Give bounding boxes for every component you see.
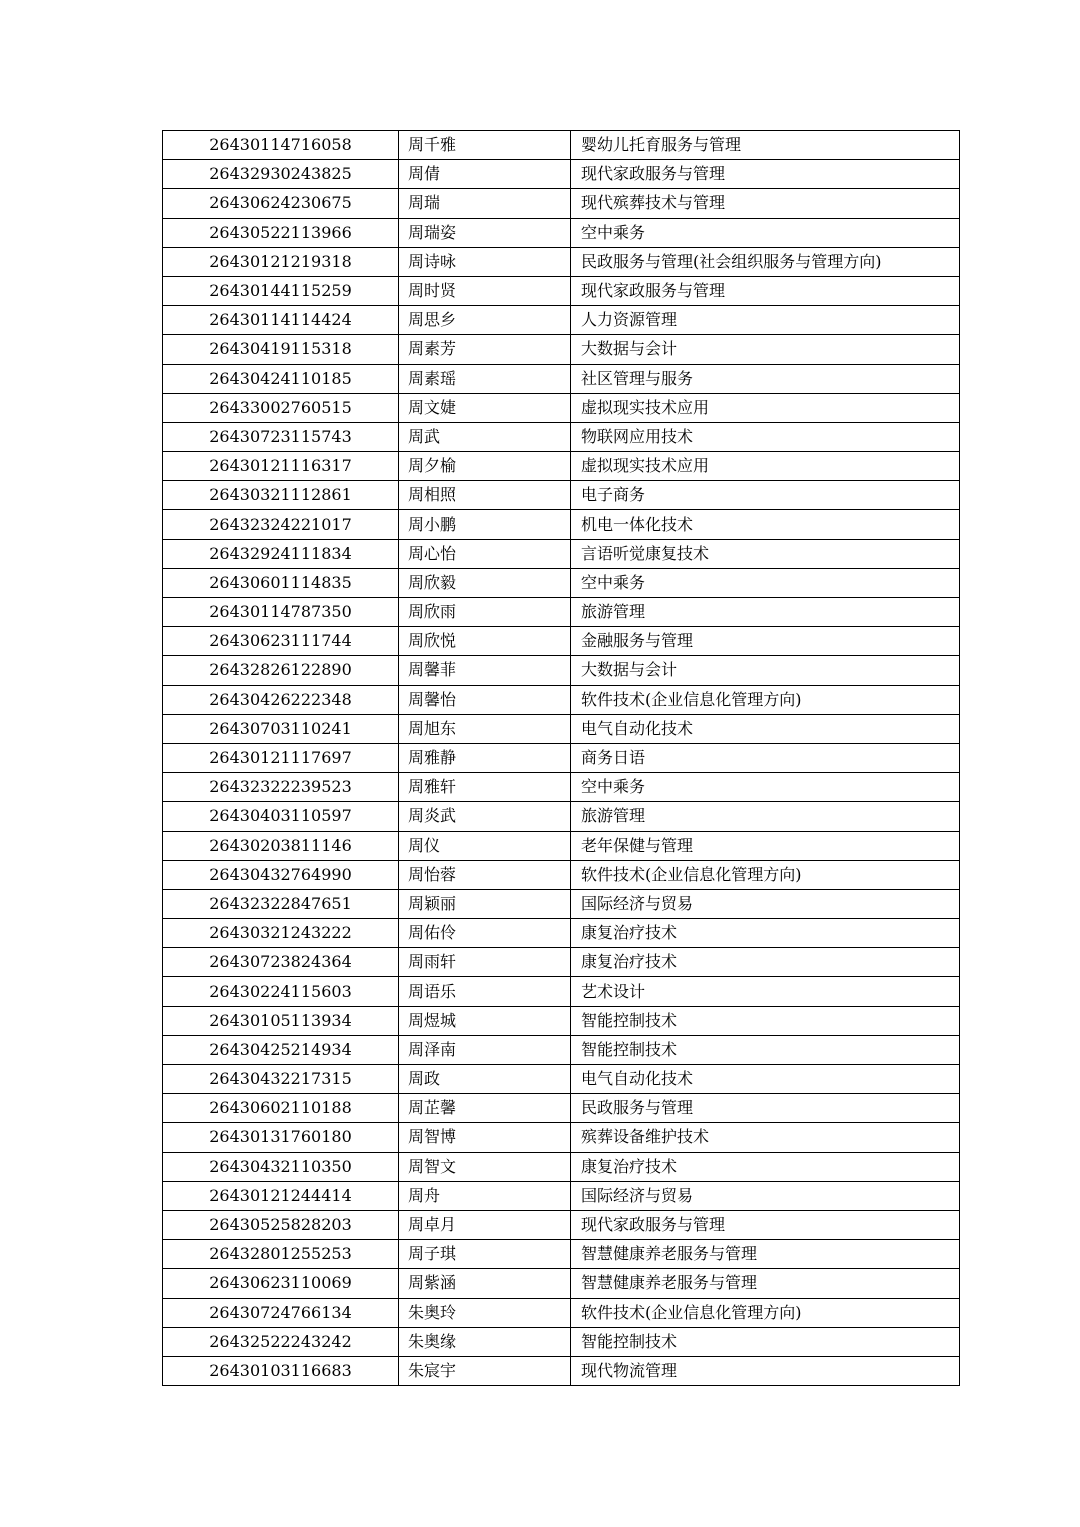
student-id-cell: 26430114716058 bbox=[163, 131, 399, 160]
student-name-cell: 周颖丽 bbox=[399, 889, 571, 918]
student-name-cell: 周卓月 bbox=[399, 1210, 571, 1239]
table-row bbox=[163, 422, 960, 451]
student-id-cell: 26430105113934 bbox=[163, 1006, 399, 1035]
table-row bbox=[163, 539, 960, 568]
major-cell: 民政服务与管理 bbox=[571, 1094, 960, 1123]
student-name-cell: 周雅静 bbox=[399, 743, 571, 772]
student-name-cell: 周诗咏 bbox=[399, 247, 571, 276]
student-name-cell: 周馨菲 bbox=[399, 656, 571, 685]
student-id-cell: 26430432217315 bbox=[163, 1065, 399, 1094]
major-cell: 现代家政服务与管理 bbox=[571, 1210, 960, 1239]
major-cell: 智能控制技术 bbox=[571, 1035, 960, 1064]
student-name-cell: 周煜城 bbox=[399, 1006, 571, 1035]
student-name-cell: 周武 bbox=[399, 422, 571, 451]
student-name-cell: 周千雅 bbox=[399, 131, 571, 160]
student-id-cell: 26430724766134 bbox=[163, 1298, 399, 1327]
major-cell: 商务日语 bbox=[571, 743, 960, 772]
table-row bbox=[163, 1327, 960, 1356]
table-row bbox=[163, 1094, 960, 1123]
major-cell: 现代物流管理 bbox=[571, 1356, 960, 1385]
student-name-cell: 周泽南 bbox=[399, 1035, 571, 1064]
major-cell: 电子商务 bbox=[571, 481, 960, 510]
table-row bbox=[163, 889, 960, 918]
major-cell: 艺术设计 bbox=[571, 977, 960, 1006]
table-row bbox=[163, 276, 960, 305]
major-cell: 智能控制技术 bbox=[571, 1006, 960, 1035]
document-page bbox=[162, 130, 960, 1386]
major-cell: 国际经济与贸易 bbox=[571, 1181, 960, 1210]
student-name-cell: 朱宸宇 bbox=[399, 1356, 571, 1385]
student-id-cell: 26432322239523 bbox=[163, 773, 399, 802]
student-name-cell: 周瑞姿 bbox=[399, 218, 571, 247]
major-cell: 空中乘务 bbox=[571, 568, 960, 597]
student-id-cell: 26430723115743 bbox=[163, 422, 399, 451]
student-id-cell: 26430424110185 bbox=[163, 364, 399, 393]
major-cell: 康复治疗技术 bbox=[571, 1152, 960, 1181]
student-name-cell: 周时贤 bbox=[399, 276, 571, 305]
table-row bbox=[163, 948, 960, 977]
student-id-cell: 26432924111834 bbox=[163, 539, 399, 568]
table-row bbox=[163, 802, 960, 831]
table-row bbox=[163, 1065, 960, 1094]
student-name-cell: 周芷馨 bbox=[399, 1094, 571, 1123]
student-id-cell: 26430623110069 bbox=[163, 1269, 399, 1298]
major-cell: 婴幼儿托育服务与管理 bbox=[571, 131, 960, 160]
table-row bbox=[163, 773, 960, 802]
student-id-cell: 26430131760180 bbox=[163, 1123, 399, 1152]
student-name-cell: 周素芳 bbox=[399, 335, 571, 364]
table-row bbox=[163, 306, 960, 335]
table-row bbox=[163, 393, 960, 422]
student-id-cell: 26430426222348 bbox=[163, 685, 399, 714]
student-id-cell: 26430121117697 bbox=[163, 743, 399, 772]
student-table-body bbox=[163, 131, 960, 1386]
student-id-cell: 26430203811146 bbox=[163, 831, 399, 860]
major-cell: 旅游管理 bbox=[571, 598, 960, 627]
student-name-cell: 周舟 bbox=[399, 1181, 571, 1210]
student-id-cell: 26430403110597 bbox=[163, 802, 399, 831]
student-name-cell: 周欣雨 bbox=[399, 598, 571, 627]
student-name-cell: 周小鹏 bbox=[399, 510, 571, 539]
student-name-cell: 周紫涵 bbox=[399, 1269, 571, 1298]
student-id-cell: 26430144115259 bbox=[163, 276, 399, 305]
major-cell: 物联网应用技术 bbox=[571, 422, 960, 451]
student-name-cell: 周语乐 bbox=[399, 977, 571, 1006]
student-name-cell: 周夕榆 bbox=[399, 452, 571, 481]
student-name-cell: 周思乡 bbox=[399, 306, 571, 335]
student-id-cell: 26430723824364 bbox=[163, 948, 399, 977]
major-cell: 软件技术(企业信息化管理方向) bbox=[571, 685, 960, 714]
student-name-cell: 周馨怡 bbox=[399, 685, 571, 714]
major-cell: 康复治疗技术 bbox=[571, 919, 960, 948]
table-row bbox=[163, 831, 960, 860]
student-name-cell: 周怡蓉 bbox=[399, 860, 571, 889]
student-id-cell: 26433002760515 bbox=[163, 393, 399, 422]
major-cell: 空中乘务 bbox=[571, 773, 960, 802]
major-cell: 智慧健康养老服务与管理 bbox=[571, 1240, 960, 1269]
table-row bbox=[163, 364, 960, 393]
student-id-cell: 26430321112861 bbox=[163, 481, 399, 510]
student-name-cell: 周倩 bbox=[399, 160, 571, 189]
student-name-cell: 周素瑶 bbox=[399, 364, 571, 393]
student-name-cell: 周智文 bbox=[399, 1152, 571, 1181]
major-cell: 老年保健与管理 bbox=[571, 831, 960, 860]
student-id-cell: 26430224115603 bbox=[163, 977, 399, 1006]
major-cell: 空中乘务 bbox=[571, 218, 960, 247]
major-cell: 社区管理与服务 bbox=[571, 364, 960, 393]
table-row bbox=[163, 452, 960, 481]
major-cell: 大数据与会计 bbox=[571, 656, 960, 685]
major-cell: 智能控制技术 bbox=[571, 1327, 960, 1356]
major-cell: 旅游管理 bbox=[571, 802, 960, 831]
table-row bbox=[163, 218, 960, 247]
student-id-cell: 26430624230675 bbox=[163, 189, 399, 218]
student-name-cell: 朱奥缘 bbox=[399, 1327, 571, 1356]
table-row bbox=[163, 568, 960, 597]
student-id-cell: 26432826122890 bbox=[163, 656, 399, 685]
major-cell: 康复治疗技术 bbox=[571, 948, 960, 977]
major-cell: 现代家政服务与管理 bbox=[571, 160, 960, 189]
major-cell: 电气自动化技术 bbox=[571, 1065, 960, 1094]
table-row bbox=[163, 160, 960, 189]
student-name-cell: 周雨轩 bbox=[399, 948, 571, 977]
table-row bbox=[163, 335, 960, 364]
table-row bbox=[163, 1269, 960, 1298]
student-table bbox=[162, 130, 960, 1386]
major-cell: 国际经济与贸易 bbox=[571, 889, 960, 918]
table-row bbox=[163, 627, 960, 656]
table-row bbox=[163, 919, 960, 948]
student-id-cell: 26430432110350 bbox=[163, 1152, 399, 1181]
student-id-cell: 26430114114424 bbox=[163, 306, 399, 335]
major-cell: 软件技术(企业信息化管理方向) bbox=[571, 860, 960, 889]
student-name-cell: 周政 bbox=[399, 1065, 571, 1094]
student-id-cell: 26430121219318 bbox=[163, 247, 399, 276]
student-name-cell: 周佑伶 bbox=[399, 919, 571, 948]
major-cell: 民政服务与管理(社会组织服务与管理方向) bbox=[571, 247, 960, 276]
table-row bbox=[163, 1181, 960, 1210]
student-id-cell: 26432930243825 bbox=[163, 160, 399, 189]
table-row bbox=[163, 1152, 960, 1181]
table-row bbox=[163, 685, 960, 714]
major-cell: 软件技术(企业信息化管理方向) bbox=[571, 1298, 960, 1327]
student-id-cell: 26430525828203 bbox=[163, 1210, 399, 1239]
major-cell: 虚拟现实技术应用 bbox=[571, 452, 960, 481]
student-id-cell: 26430121116317 bbox=[163, 452, 399, 481]
student-name-cell: 周心怡 bbox=[399, 539, 571, 568]
table-row bbox=[163, 131, 960, 160]
student-id-cell: 26432322847651 bbox=[163, 889, 399, 918]
student-name-cell: 周炎武 bbox=[399, 802, 571, 831]
student-name-cell: 周智博 bbox=[399, 1123, 571, 1152]
table-row bbox=[163, 1123, 960, 1152]
table-row bbox=[163, 743, 960, 772]
student-id-cell: 26430121244414 bbox=[163, 1181, 399, 1210]
table-row bbox=[163, 1006, 960, 1035]
student-id-cell: 26432801255253 bbox=[163, 1240, 399, 1269]
student-name-cell: 周旭东 bbox=[399, 714, 571, 743]
student-name-cell: 周瑞 bbox=[399, 189, 571, 218]
major-cell: 大数据与会计 bbox=[571, 335, 960, 364]
major-cell: 人力资源管理 bbox=[571, 306, 960, 335]
table-row bbox=[163, 714, 960, 743]
table-row bbox=[163, 598, 960, 627]
student-id-cell: 26430419115318 bbox=[163, 335, 399, 364]
major-cell: 言语听觉康复技术 bbox=[571, 539, 960, 568]
student-name-cell: 周相照 bbox=[399, 481, 571, 510]
student-name-cell: 周仪 bbox=[399, 831, 571, 860]
student-id-cell: 26430703110241 bbox=[163, 714, 399, 743]
table-row bbox=[163, 1035, 960, 1064]
table-row bbox=[163, 247, 960, 276]
student-name-cell: 周欣悦 bbox=[399, 627, 571, 656]
student-id-cell: 26430522113966 bbox=[163, 218, 399, 247]
student-name-cell: 周雅轩 bbox=[399, 773, 571, 802]
student-id-cell: 26430432764990 bbox=[163, 860, 399, 889]
student-id-cell: 26430601114835 bbox=[163, 568, 399, 597]
student-name-cell: 周子琪 bbox=[399, 1240, 571, 1269]
student-name-cell: 周欣毅 bbox=[399, 568, 571, 597]
table-row bbox=[163, 860, 960, 889]
student-id-cell: 26430425214934 bbox=[163, 1035, 399, 1064]
student-id-cell: 26432324221017 bbox=[163, 510, 399, 539]
major-cell: 金融服务与管理 bbox=[571, 627, 960, 656]
table-row bbox=[163, 1210, 960, 1239]
major-cell: 智慧健康养老服务与管理 bbox=[571, 1269, 960, 1298]
major-cell: 现代殡葬技术与管理 bbox=[571, 189, 960, 218]
student-name-cell: 朱奥玲 bbox=[399, 1298, 571, 1327]
student-id-cell: 26430602110188 bbox=[163, 1094, 399, 1123]
major-cell: 虚拟现实技术应用 bbox=[571, 393, 960, 422]
student-id-cell: 26430623111744 bbox=[163, 627, 399, 656]
table-row bbox=[163, 510, 960, 539]
student-id-cell: 26430114787350 bbox=[163, 598, 399, 627]
table-row bbox=[163, 1240, 960, 1269]
table-row bbox=[163, 977, 960, 1006]
major-cell: 殡葬设备维护技术 bbox=[571, 1123, 960, 1152]
table-row bbox=[163, 656, 960, 685]
major-cell: 电气自动化技术 bbox=[571, 714, 960, 743]
table-row bbox=[163, 481, 960, 510]
major-cell: 现代家政服务与管理 bbox=[571, 276, 960, 305]
student-id-cell: 26430321243222 bbox=[163, 919, 399, 948]
student-id-cell: 26432522243242 bbox=[163, 1327, 399, 1356]
table-row bbox=[163, 189, 960, 218]
student-name-cell: 周文婕 bbox=[399, 393, 571, 422]
table-row bbox=[163, 1356, 960, 1385]
student-id-cell: 26430103116683 bbox=[163, 1356, 399, 1385]
major-cell: 机电一体化技术 bbox=[571, 510, 960, 539]
table-row bbox=[163, 1298, 960, 1327]
